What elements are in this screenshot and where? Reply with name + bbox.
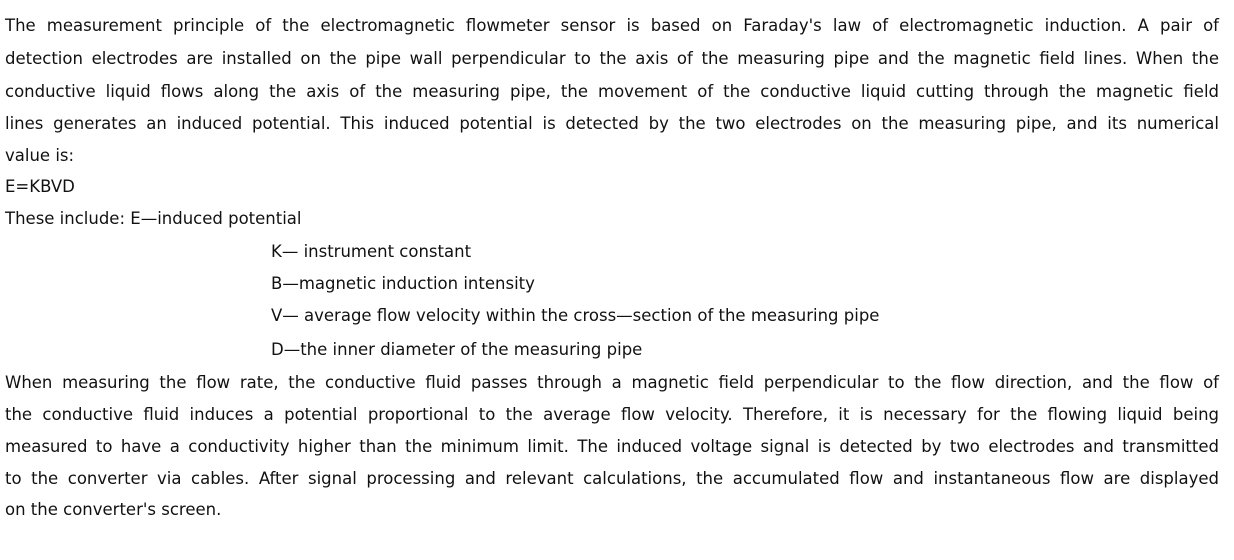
paragraph-1-line-2: detection electrodes are installed on the pipe wall perpendicular to the axis of the measuring pipe and the magnetic field lines. When the	[5, 49, 1219, 68]
definition-item-b: B—magnetic induction intensity	[271, 274, 535, 293]
paragraph-2-line-1: When measuring the flow rate, the conductive fluid passes through a magnetic field perpendicular to the flow direction, and the flow of	[5, 373, 1219, 392]
paragraph-1-line-4: lines generates an induced potential. This induced potential is detected by the two electrodes on the measuring pipe, and its numerical	[5, 114, 1219, 133]
definitions-intro: These include: E—induced potential	[5, 209, 302, 228]
paragraph-1-line-1: The measurement principle of the electromagnetic flowmeter sensor is based on Faraday's law of electromagnetic induction. A pair of	[5, 16, 1219, 35]
paragraph-2-line-5: on the converter's screen.	[5, 500, 222, 519]
formula: E=KBVD	[5, 177, 75, 196]
paragraph-2-line-4: to the converter via cables. After signal processing and relevant calculations, the accumulated flow and instantaneous flow are displayed	[5, 469, 1219, 488]
paragraph-1-line-3: conductive liquid flows along the axis of the measuring pipe, the movement of the conductive liquid cutting through the magnetic field	[5, 82, 1219, 101]
paragraph-1-line-5: value is:	[5, 146, 75, 165]
definition-item-k: K— instrument constant	[271, 242, 472, 261]
paragraph-2-line-2: the conductive fluid induces a potential proportional to the average flow velocity. Therefore, it is necessary for the flowing liquid being	[5, 405, 1219, 424]
definition-item-d: D—the inner diameter of the measuring pipe	[271, 340, 643, 359]
paragraph-2-line-3: measured to have a conductivity higher than the minimum limit. The induced voltage signal is detected by two electrodes and transmitted	[5, 437, 1219, 456]
definition-item-v: V— average flow velocity within the cross—section of the measuring pipe	[271, 306, 880, 325]
